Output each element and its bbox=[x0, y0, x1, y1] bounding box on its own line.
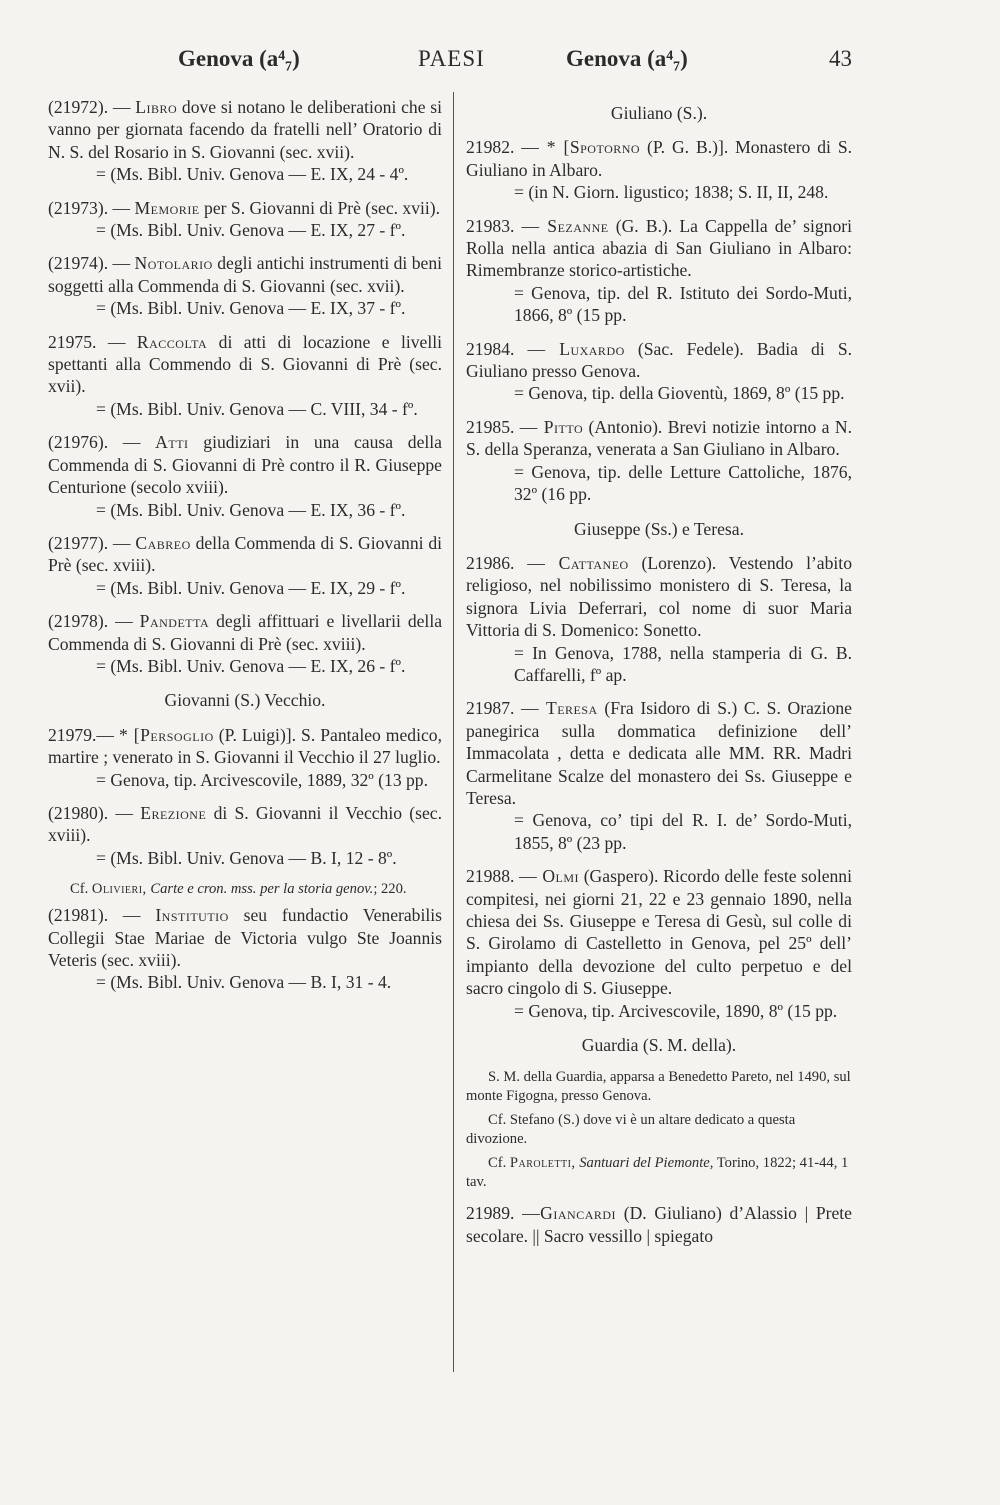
right-column bbox=[466, 96, 852, 1258]
entry-reference: = (Ms. Bibl. Univ. Genova — E. IX, 36 - fº. bbox=[96, 499, 406, 520]
entry-text: (Antonio). Brevi notizie intorno a N. S. della Speranza, venerata a San Giuliano in Albaro. bbox=[466, 416, 852, 460]
entry-number: 21984. bbox=[466, 338, 515, 359]
entry-lead: — Luxardo bbox=[527, 338, 625, 359]
entry-reference: = Genova, tip. della Gioventù, 1869, 8º (15 pp. bbox=[514, 383, 845, 404]
header-left-title: Genova (a⁴₇) bbox=[178, 46, 300, 71]
running-header bbox=[48, 44, 852, 78]
entry-text: (Sac. Fedele). Badia di S. Giuliano presso Genova. bbox=[466, 338, 852, 382]
entry-text: (P. G. B.)]. Monastero di S. Giuliano in Albaro. bbox=[466, 137, 853, 180]
bibliography-entry bbox=[466, 416, 852, 506]
entry-lead: Erezione bbox=[140, 802, 207, 823]
entry-lead: Institutio bbox=[155, 905, 229, 926]
entry-reference: = (Ms. Bibl. Univ. Genova — B. I, 12 - 8º. bbox=[96, 847, 397, 868]
bibliography-entry: (21974). — Notolario degli antichi instrumenti di beni soggetti alla Commenda di S. Giovanni (sec. xvii). = (Ms. Bibl. Univ. Genova — E. IX, 37 - fº. bbox=[48, 253, 443, 319]
column-divider bbox=[453, 92, 454, 1372]
entry-number: 21987. bbox=[466, 698, 515, 719]
bibliography-entry bbox=[466, 215, 852, 327]
entry-number: 21985. bbox=[466, 416, 515, 437]
entry-lead: —Giancardi bbox=[522, 1203, 617, 1224]
entry-number: 21988. bbox=[466, 866, 515, 887]
entry-reference: = Genova, tip. Arcivescovile, 1889, 32º (13 pp. bbox=[96, 769, 429, 790]
entry-reference: = (Ms. Bibl. Univ. Genova — E. IX, 29 - fº. bbox=[96, 577, 406, 598]
note-author: Olivieri, bbox=[91, 881, 147, 898]
entry-number: 21975. bbox=[48, 331, 97, 352]
entry-lead: — Cattaneo bbox=[527, 552, 629, 573]
bibliography-entry: 21975. — Raccolta di atti di locazione e livelli spettanti alla Commendo di S. Giovanni di Prè (sec. xvii). = (Ms. Bibl. Univ. Genova — C. VIII, 34 - fº. bbox=[48, 331, 442, 419]
entry-text: (P. Luigi)]. S. Pantaleo medico, martire ; venerato in S. Giovanni il Vecchio il 27 luglio. bbox=[48, 724, 442, 768]
entry-text: (Gaspero). Ricordo delle feste solenni compitesi, nei giorni 21, 22 e 23 gennaio 1890, nella chiesa dei Ss. Giuseppe e Teresa di Gesù, sul colle di S. Girolamo di Castelletto in Genova, pel 25º dell’ impianto della devozione del culto perpetuo e del sacro cingolo di S. Giuseppe. bbox=[466, 866, 852, 999]
entry-text: di S. Giovanni il Vecchio (sec. xviii). bbox=[48, 802, 443, 846]
cross-reference-note: Cf. Olivieri, Carte e cron. mss. per la storia genov.; 220. bbox=[70, 881, 407, 898]
entry-number: (21981). bbox=[48, 905, 109, 926]
entry-lead: Atti bbox=[155, 432, 189, 453]
bibliography-entry: (21973). — Memorie per S. Giovanni di Prè (sec. xvii). = (Ms. Bibl. Univ. Genova — E. IX, 27 - fº. bbox=[48, 197, 441, 241]
section-heading: Giuseppe (Ss.) e Teresa. bbox=[574, 518, 744, 539]
entry-number: (21973). bbox=[48, 197, 109, 218]
bibliography-entry: (21972). — Libro dove si notano le deliberationi che si vanno per giornata facendo da fratelli nell’ Oratorio di N. S. del Rosario in S. Giovanni (sec. xvii). = (Ms. Bibl. Univ. Genova — E. IX, 24 - 4º. bbox=[48, 97, 443, 185]
entry-number: 21986. bbox=[466, 552, 515, 573]
entry-number: (21978). bbox=[48, 611, 109, 632]
entry-lead: Memorie bbox=[134, 197, 200, 218]
bibliography-entry: (21976). — Atti giudiziari in una causa della Commenda di S. Giovanni di Prè contro il R. Giuseppe Centurione (secolo xviii). = (Ms. Bibl. Univ. Genova — E. IX, 36 - fº. bbox=[48, 432, 442, 520]
entry-number: (21972). bbox=[48, 97, 109, 117]
entry-lead: Raccolta bbox=[136, 331, 208, 352]
entry-lead: — Olmi bbox=[519, 866, 580, 887]
note-text: Cf. Stefano (S.) dove vi è un altare dedicato a questa divozione. bbox=[466, 1112, 796, 1148]
entry-reference: = Genova, tip. Arcivescovile, 1890, 8º (15 pp. bbox=[514, 1000, 838, 1021]
section-heading: Giovanni (S.) Vecchio. bbox=[164, 690, 326, 711]
entry-text: seu fundactio Venerabilis Collegii Stae Mariae de Victoria vulgo Ste Joannis Veteris (sec. xviii). bbox=[48, 905, 442, 970]
entry-lead: Cabreo bbox=[135, 532, 191, 553]
entry-lead: Pandetta bbox=[139, 611, 210, 632]
entry-reference: = Genova, tip. delle Letture Cattoliche, 1876, 32º (16 pp. bbox=[514, 461, 852, 505]
entry-text: per S. Giovanni di Prè (sec. xvii). bbox=[204, 197, 441, 218]
note-text: S. M. della Guardia, apparsa a Benedetto Pareto, nel 1490, sul monte Figogna, presso Genova. bbox=[466, 1069, 851, 1105]
entry-text: (D. Giuliano) d’Alassio | Prete secolare. || Sacro vessillo | spiegato bbox=[466, 1203, 852, 1246]
bibliography-entry bbox=[466, 552, 852, 686]
left-column bbox=[48, 96, 442, 1005]
note-title: Santuari del Piemonte, bbox=[579, 1155, 714, 1172]
note-author: Paroletti, bbox=[509, 1155, 576, 1172]
bibliography-entry bbox=[466, 865, 852, 1022]
entry-number: 21983. bbox=[466, 215, 515, 236]
entry-lead: * [Persoglio bbox=[118, 724, 214, 745]
entry-reference: = (Ms. Bibl. Univ. Genova — C. VIII, 34 - fº. bbox=[96, 398, 418, 419]
entry-text: (Fra Isidoro di S.) C. S. Orazione panegirica sulla dommatica definizione dell’ Immacolata , detta e dedicata alle MM. RR. Madri Carmelitane Scalze del monastero dei Ss. Giuseppe e Teresa. bbox=[466, 698, 852, 808]
entry-number: (21976). bbox=[48, 432, 109, 453]
entry-text: di atti di locazione e livelli spettanti alla Commendo di S. Giovanni di Prè (sec. xvii). bbox=[48, 331, 442, 397]
entry-reference: = (Ms. Bibl. Univ. Genova — E. IX, 37 - fº. bbox=[96, 298, 406, 319]
section-heading: Giuliano (S.). bbox=[610, 103, 708, 123]
bibliography-entry: (21978). — Pandetta degli affittuari e livellarii della Commenda di S. Giovanni di Prè (sec. xviii). = (Ms. Bibl. Univ. Genova — E. IX, 26 - fº. bbox=[48, 611, 443, 676]
header-center-title: PAESI bbox=[418, 46, 485, 71]
bibliography-entry bbox=[466, 136, 852, 203]
entry-reference: = (Ms. Bibl. Univ. Genova — E. IX, 26 - fº. bbox=[96, 655, 406, 676]
entry-reference: = Genova, tip. del R. Istituto dei Sordo-Muti, 1866, 8º (15 pp. bbox=[514, 282, 852, 326]
bibliography-entry: (21980). — Erezione di S. Giovanni il Vecchio (sec. xviii). = (Ms. Bibl. Univ. Genova — B. I, 12 - 8º. bbox=[48, 802, 443, 868]
section-heading: Guardia (S. M. della). bbox=[581, 1035, 737, 1056]
entry-text: giudiziari in una causa della Commenda di S. Giovanni di Prè contro il R. Giuseppe Centurione (secolo xviii). bbox=[48, 432, 442, 498]
entry-text: dove si notano le deliberationi che si vanno per giornata facendo da fratelli nell’ Oratorio di N. S. del Rosario in S. Giovanni (sec. xvii). bbox=[48, 97, 443, 162]
entry-number: 21979.— bbox=[48, 724, 114, 745]
entry-number: (21974). bbox=[48, 253, 109, 274]
entry-text: (Lorenzo). Vestendo l’abito religioso, nel nobilissimo monistero di S. Teresa, la signora Livia Deferrari, col nome di suor Maria Vittoria di S. Domenico: Sonetto. bbox=[466, 552, 852, 641]
entry-number: 21982. bbox=[466, 137, 515, 158]
bibliography-entry bbox=[48, 724, 442, 791]
entry-text: della Commenda di S. Giovanni di Prè (sec. xviii). bbox=[48, 532, 443, 576]
entry-reference: = (Ms. Bibl. Univ. Genova — E. IX, 24 - 4º. bbox=[96, 164, 409, 185]
bibliography-entry: (21981). — Institutio seu fundactio Venerabilis Collegii Stae Mariae de Victoria vulgo Ste Joannis Veteris (sec. xviii). = (Ms. Bibl. Univ. Genova — B. I, 31 - 4. bbox=[48, 905, 442, 993]
bibliography-entry bbox=[466, 697, 852, 854]
entry-lead: — Sezanne bbox=[521, 215, 609, 236]
bibliography-entry bbox=[466, 338, 852, 405]
entry-reference: = Genova, co’ tipi del R. I. de’ Sordo-Muti, 1855, 8º (23 pp. bbox=[514, 810, 852, 853]
entry-text: degli antichi instrumenti di beni soggetti alla Commenda di S. Giovanni (sec. xvii). bbox=[48, 253, 443, 296]
entry-text: (G. B.). La Cappella de’ signori Rolla nella antica abazia di San Giuliano in Albaro: Rimembranze storico-artistiche. bbox=[466, 215, 852, 281]
entry-number: (21980). bbox=[48, 802, 109, 823]
entry-lead: Libro bbox=[135, 97, 178, 117]
page-number: 43 bbox=[829, 46, 852, 71]
cross-reference-note: Cf. Paroletti, Santuari del Piemonte, Torino, 1822; 41-44, 1 tav. bbox=[466, 1155, 849, 1191]
bibliography-entry bbox=[466, 1202, 852, 1247]
entry-reference: = (in N. Giorn. ligustico; 1838; S. II, II, 248. bbox=[514, 182, 829, 203]
entry-reference: = (Ms. Bibl. Univ. Genova — B. I, 31 - 4. bbox=[96, 972, 392, 993]
note-title: Carte e cron. mss. per la storia genov. bbox=[150, 881, 374, 898]
bibliography-entry: (21977). — Cabreo della Commenda di S. Giovanni di Prè (sec. xviii). = (Ms. Bibl. Univ. Genova — E. IX, 29 - fº. bbox=[48, 532, 443, 598]
header-right-title: Genova (a⁴₇) bbox=[566, 46, 688, 71]
entry-lead: — Pitto bbox=[519, 416, 584, 437]
entry-text: degli affittuari e livellarii della Commenda di S. Giovanni di Prè (sec. xviii). bbox=[48, 611, 443, 654]
entry-reference: = (Ms. Bibl. Univ. Genova — E. IX, 27 - fº. bbox=[96, 220, 406, 241]
entry-lead: — * [Spotorno bbox=[521, 137, 641, 158]
entry-reference: = In Genova, 1788, nella stamperia di G. B. Caffarelli, fº ap. bbox=[514, 642, 852, 685]
entry-number: (21977). bbox=[48, 532, 109, 553]
entry-number: 21989. bbox=[466, 1203, 515, 1224]
notes-block bbox=[466, 1068, 852, 1192]
entry-lead: Notolario bbox=[134, 253, 213, 274]
entry-lead: — Teresa bbox=[521, 698, 598, 719]
